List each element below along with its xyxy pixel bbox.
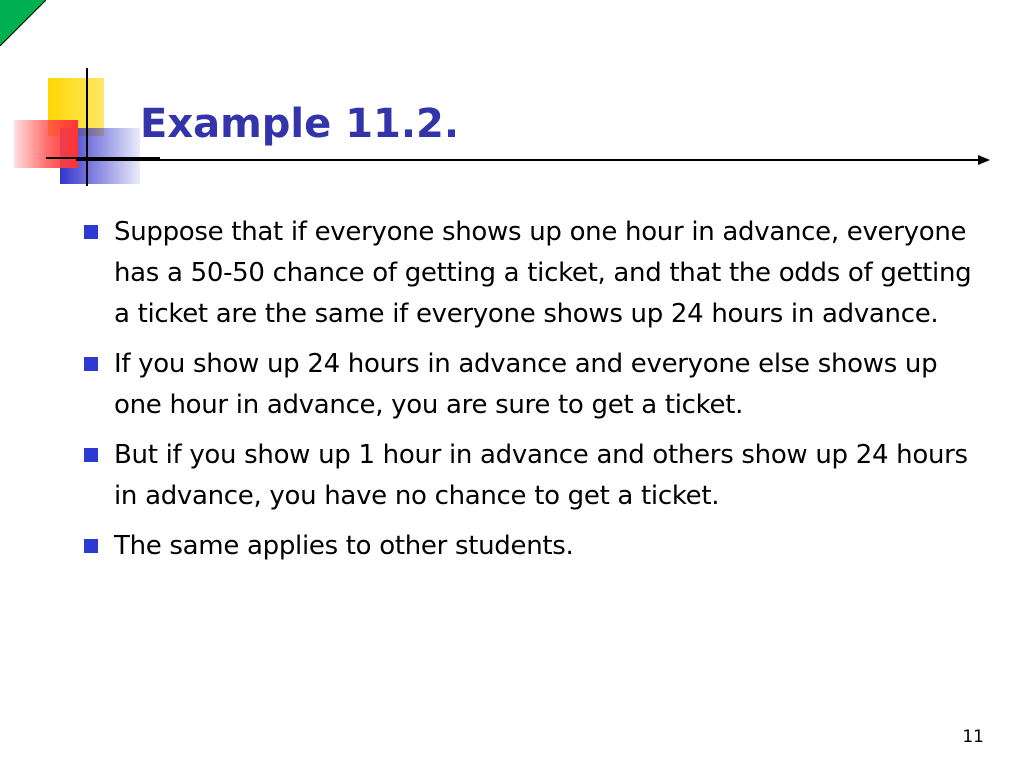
bullet-list (80, 212, 980, 576)
bullet-item (80, 526, 980, 567)
title-underline-arrowhead (978, 155, 990, 165)
bullet-text: The same applies to other students. (114, 531, 574, 561)
bullet-text: But if you show up 1 hour in advance and others show up 24 hours in advance, you have no chance to get a ticket. (114, 440, 968, 511)
slide-number: 11 (962, 727, 984, 747)
title-underline (76, 159, 980, 161)
bullet-text: If you show up 24 hours in advance and everyone else shows up one hour in advance, you are sure to get a ticket. (114, 349, 938, 420)
slide-title: Example 11.2. (140, 101, 460, 147)
square-bullet-icon (84, 448, 98, 462)
corner-triangle-decoration (0, 0, 46, 46)
bullet-item (80, 212, 980, 335)
square-bullet-icon (84, 357, 98, 371)
square-bullet-icon (84, 225, 98, 239)
bullet-item (80, 344, 980, 426)
square-bullet-icon (84, 539, 98, 553)
bullet-text: Suppose that if everyone shows up one hour in advance, everyone has a 50-50 chance of getting a ticket, and that the odds of getting a ticket are the same if everyone shows up 24 hours in advance. (114, 217, 972, 329)
bullet-item (80, 435, 980, 517)
title-decoration-squares (0, 60, 160, 200)
